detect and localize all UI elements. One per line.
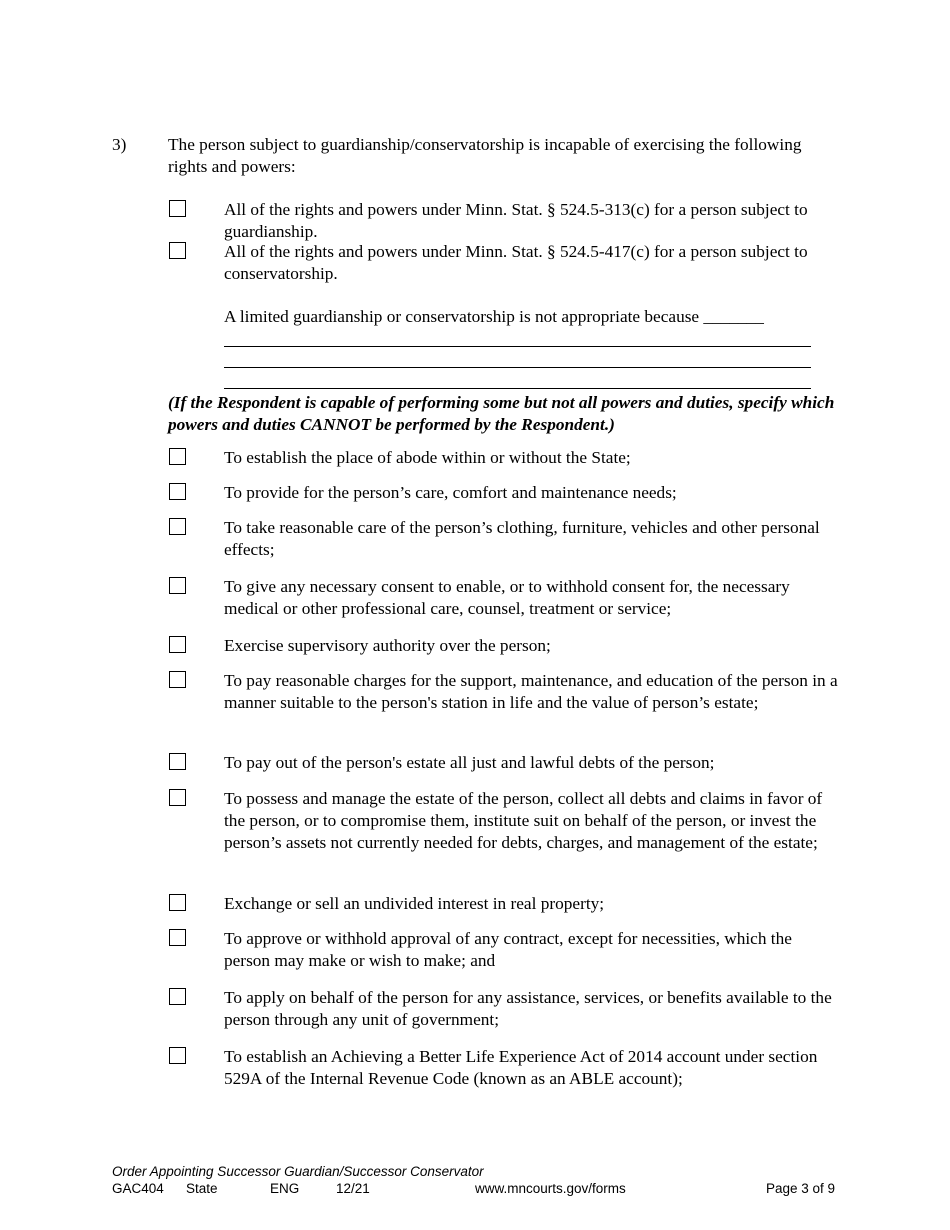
footer-form-code: GAC404 xyxy=(112,1181,164,1196)
footer-form-title: Order Appointing Successor Guardian/Successor Conservator xyxy=(112,1164,484,1179)
power-supervisory: Exercise supervisory authority over the person; xyxy=(224,636,551,655)
checkbox-guardianship-all[interactable] xyxy=(169,200,186,217)
power-care: To provide for the person’s care, comfort and maintenance needs; xyxy=(224,483,677,502)
reason-line-2[interactable] xyxy=(224,367,811,368)
power-assistance: To apply on behalf of the person for any assistance, services, or benefits available to the person through any unit of government; xyxy=(224,988,832,1029)
reason-line-1[interactable] xyxy=(224,346,811,347)
checkbox-power-manage-estate[interactable] xyxy=(169,789,186,806)
power-real-property: Exchange or sell an undivided interest in real property; xyxy=(224,894,605,913)
checkbox-power-personal-effects[interactable] xyxy=(169,518,186,535)
checkbox-conservatorship-all[interactable] xyxy=(169,242,186,259)
power-pay-charges: To pay reasonable charges for the support, maintenance, and education of the person in a manner suitable to the person's station in life and the value of person’s estate; xyxy=(224,671,838,712)
power-contracts: To approve or withhold approval of any contract, except for necessities, which the person may make or wish to make; and xyxy=(224,929,792,970)
checkbox-power-consent[interactable] xyxy=(169,577,186,594)
reason-line-3[interactable] xyxy=(224,388,811,389)
checkbox-power-care[interactable] xyxy=(169,483,186,500)
option-guardianship-all: All of the rights and powers under Minn. Stat. § 524.5-313(c) for a person subject to guardianship. xyxy=(224,200,808,241)
checkbox-power-pay-debts[interactable] xyxy=(169,753,186,770)
power-pay-debts: To pay out of the person's estate all just and lawful debts of the person; xyxy=(224,753,715,772)
power-manage-estate: To possess and manage the estate of the person, collect all debts and claims in favor of the person, or to compromise them, institute suit on behalf of the person, or invest the person’s assets not currently needed for debts, charges, and management of the estate; xyxy=(224,789,823,852)
checkbox-power-pay-charges[interactable] xyxy=(169,671,186,688)
checkbox-power-abode[interactable] xyxy=(169,448,186,465)
section-intro: The person subject to guardianship/conservatorship is incapable of exercising the following rights and powers: xyxy=(168,135,802,176)
footer-revision: 12/21 xyxy=(336,1181,370,1196)
power-personal-effects: To take reasonable care of the person’s clothing, furniture, vehicles and other personal effects; xyxy=(224,518,820,559)
power-able-account: To establish an Achieving a Better Life Experience Act of 2014 account under section 529A of the Internal Revenue Code (known as an ABLE account); xyxy=(224,1047,818,1088)
section-number: 3) xyxy=(112,135,127,154)
power-consent: To give any necessary consent to enable, or to withhold consent for, the necessary medical or other professional care, counsel, treatment or service; xyxy=(224,577,790,618)
checkbox-power-contracts[interactable] xyxy=(169,929,186,946)
checkbox-power-assistance[interactable] xyxy=(169,988,186,1005)
checkbox-power-supervisory[interactable] xyxy=(169,636,186,653)
limited-reason-label: A limited guardianship or conservatorship is not appropriate because _______ xyxy=(224,307,764,326)
option-conservatorship-all: All of the rights and powers under Minn. Stat. § 524.5-417(c) for a person subject to conservatorship. xyxy=(224,242,808,283)
checkbox-power-able-account[interactable] xyxy=(169,1047,186,1064)
footer-website[interactable]: www.mncourts.gov/forms xyxy=(475,1181,626,1196)
checkbox-power-real-property[interactable] xyxy=(169,894,186,911)
footer-language: ENG xyxy=(270,1181,300,1196)
instruction-text: (If the Respondent is capable of performing some but not all powers and duties, specify which powers and duties CANNOT be performed by the Respondent.) xyxy=(168,393,835,434)
footer-jurisdiction: State xyxy=(186,1181,218,1196)
footer-page-number: Page 3 of 9 xyxy=(766,1181,836,1196)
power-abode: To establish the place of abode within or without the State; xyxy=(224,448,631,467)
